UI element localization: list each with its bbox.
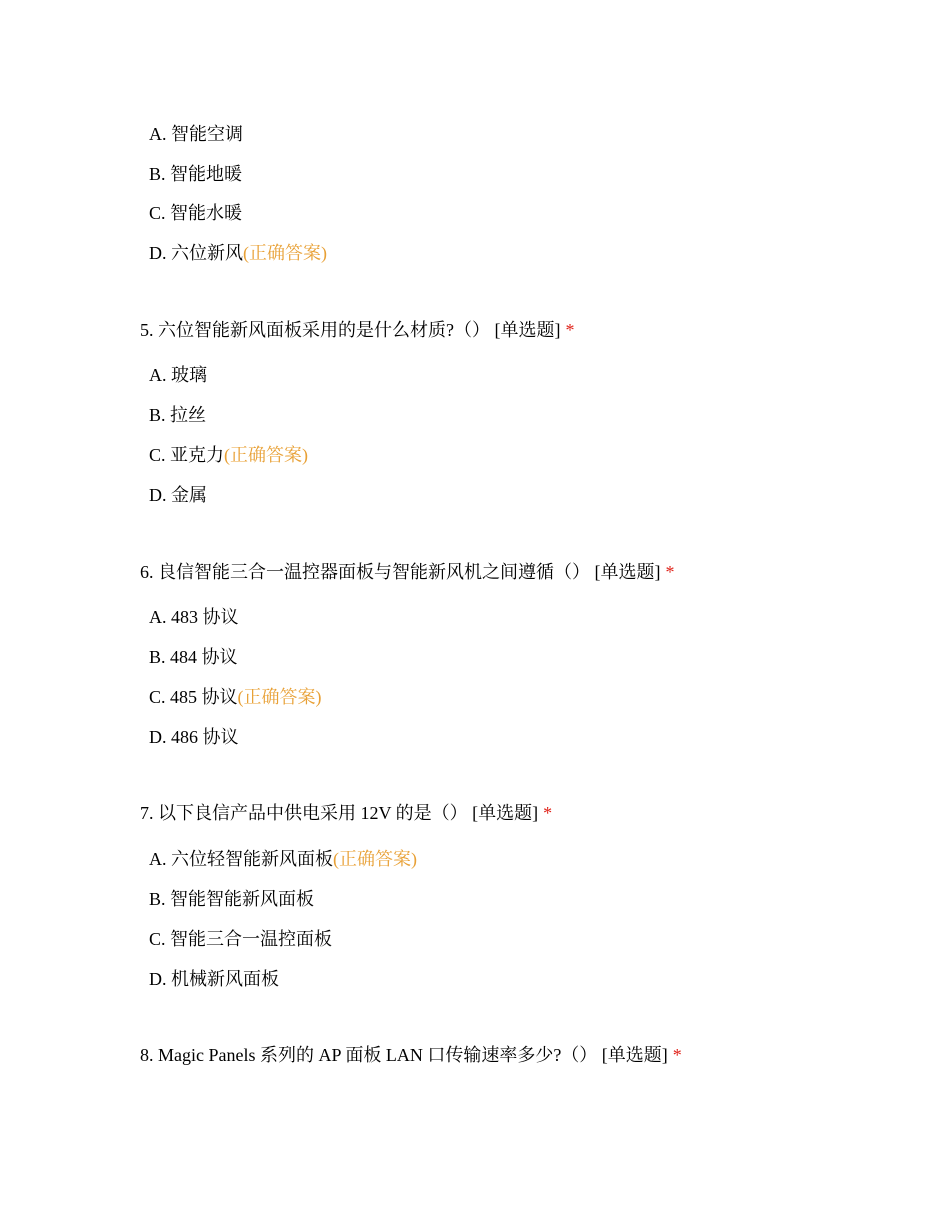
question-7 — [140, 801, 552, 825]
question-text: 7. 以下良信产品中供电采用 12V 的是（） [单选题] — [140, 803, 539, 823]
option-6c — [149, 685, 322, 709]
option-text: B. 拉丝 — [149, 405, 207, 425]
option-text: C. 亚克力 — [149, 445, 225, 465]
option-4a — [149, 122, 243, 146]
question-8 — [140, 1043, 682, 1067]
option-text: C. 485 协议 — [149, 687, 238, 707]
option-text: D. 486 协议 — [149, 727, 239, 747]
question-text: 8. Magic Panels 系列的 AP 面板 LAN 口传输速率多少?（） [单选题] — [140, 1045, 668, 1065]
option-text: C. 智能三合一温控面板 — [149, 929, 333, 949]
option-6d — [149, 725, 239, 749]
option-5a — [149, 363, 207, 387]
option-7b — [149, 887, 314, 911]
required-mark: * — [565, 320, 575, 340]
option-5c — [149, 443, 308, 467]
option-5b — [149, 403, 206, 427]
option-text: C. 智能水暖 — [149, 203, 243, 223]
correct-answer-note: (正确答案) — [243, 243, 327, 263]
question-text: 5. 六位智能新风面板采用的是什么材质?（） [单选题] — [140, 320, 561, 340]
option-7d — [149, 967, 279, 991]
option-text: D. 金属 — [149, 485, 207, 505]
option-6a — [149, 605, 239, 629]
option-text: D. 六位新风 — [149, 243, 243, 263]
option-text: A. 智能空调 — [149, 124, 243, 144]
option-4c — [149, 201, 242, 225]
correct-answer-note: (正确答案) — [224, 445, 309, 465]
option-text: B. 智能智能新风面板 — [149, 889, 315, 909]
option-text: A. 玻璃 — [149, 365, 207, 385]
option-text: A. 六位轻智能新风面板 — [149, 849, 333, 869]
option-7a — [149, 847, 417, 871]
option-6b — [149, 645, 238, 669]
correct-answer-note: (正确答案) — [237, 687, 322, 707]
option-5d — [149, 483, 207, 507]
option-text: B. 484 协议 — [149, 647, 238, 667]
option-text: A. 483 协议 — [149, 607, 239, 627]
option-text: D. 机械新风面板 — [149, 969, 279, 989]
option-text: B. 智能地暖 — [149, 164, 243, 184]
option-4b — [149, 162, 242, 186]
question-6 — [140, 560, 675, 584]
required-mark: * — [672, 1045, 682, 1065]
question-text: 6. 良信智能三合一温控器面板与智能新风机之间遵循（） [单选题] — [140, 562, 661, 582]
correct-answer-note: (正确答案) — [333, 849, 417, 869]
option-7c — [149, 927, 332, 951]
required-mark: * — [665, 562, 675, 582]
question-5 — [140, 318, 574, 342]
option-4d — [149, 241, 327, 265]
required-mark: * — [543, 803, 553, 823]
